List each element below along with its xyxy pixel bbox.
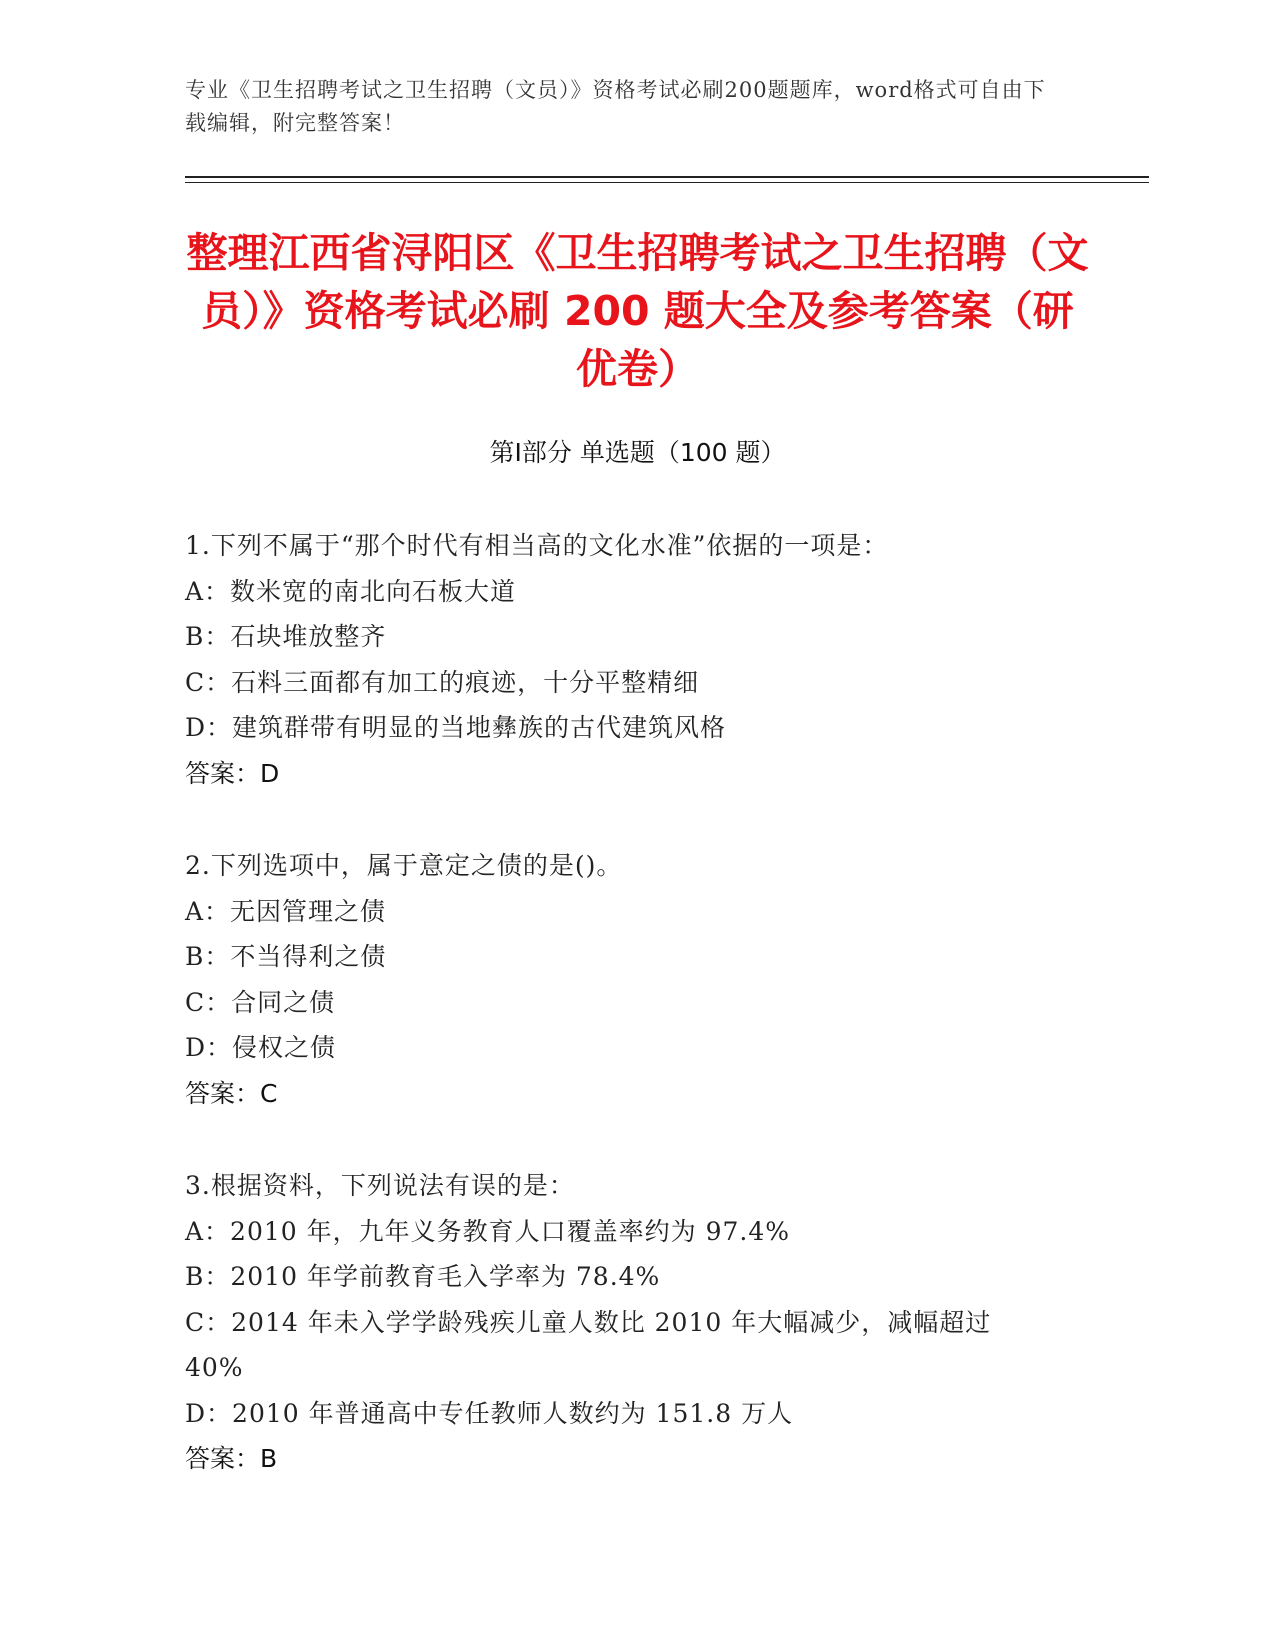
header-divider-thick bbox=[185, 176, 1149, 178]
section-heading: 第Ⅰ部分 单选题（100 题） bbox=[489, 438, 786, 467]
option-c: C：合同之债 bbox=[185, 987, 336, 1017]
answer: 答案：C bbox=[185, 1078, 278, 1108]
option-a: A：无因管理之债 bbox=[185, 896, 387, 926]
option-d: D：2010 年普通高中专任教师人数约为 151.8 万人 bbox=[185, 1398, 794, 1428]
option-b: B：2010 年学前教育毛入学率为 78.4% bbox=[185, 1262, 661, 1291]
question-stem: 1.下列不属于“那个时代有相当高的文化水准”依据的一项是： bbox=[185, 531, 889, 560]
option-c: C：石料三面都有加工的痕迹，十分平整精细 bbox=[185, 667, 700, 697]
option-a: A：数米宽的南北向石板大道 bbox=[185, 576, 517, 606]
option-d: D：侵权之债 bbox=[185, 1033, 337, 1062]
document-title: 整理江西省浔阳区《卫生招聘考试之卫生招聘（文员）》资格考试必刷 200 题大全及参考答案（研优卷） bbox=[186, 229, 1089, 393]
question-1 bbox=[185, 523, 1085, 796]
option-d: D：建筑群带有明显的当地彝族的古代建筑风格 bbox=[185, 713, 727, 742]
question-stem: 3.根据资料，下列说法有误的是： bbox=[185, 1171, 575, 1200]
option-b: B：石块堆放整齐 bbox=[185, 622, 387, 651]
option-a: A：2010 年，九年义务教育人口覆盖率约为 97.4% bbox=[185, 1216, 790, 1246]
header-note: 专业《卫生招聘考试之卫生招聘（文员）》资格考试必刷200题题库，word格式可自由下载编辑，附完整答案！ bbox=[185, 78, 1046, 135]
option-b: B：不当得利之债 bbox=[185, 942, 387, 971]
question-2 bbox=[185, 843, 1085, 1116]
question-3 bbox=[185, 1163, 1085, 1482]
header-divider-thin bbox=[185, 182, 1149, 183]
option-c: C：2014 年未入学学龄残疾儿童人数比 2010 年大幅减少，减幅超过 40% bbox=[185, 1307, 992, 1382]
answer: 答案：B bbox=[185, 1444, 278, 1473]
question-stem: 2.下列选项中，属于意定之债的是()。 bbox=[185, 851, 623, 880]
answer: 答案：D bbox=[185, 758, 280, 788]
